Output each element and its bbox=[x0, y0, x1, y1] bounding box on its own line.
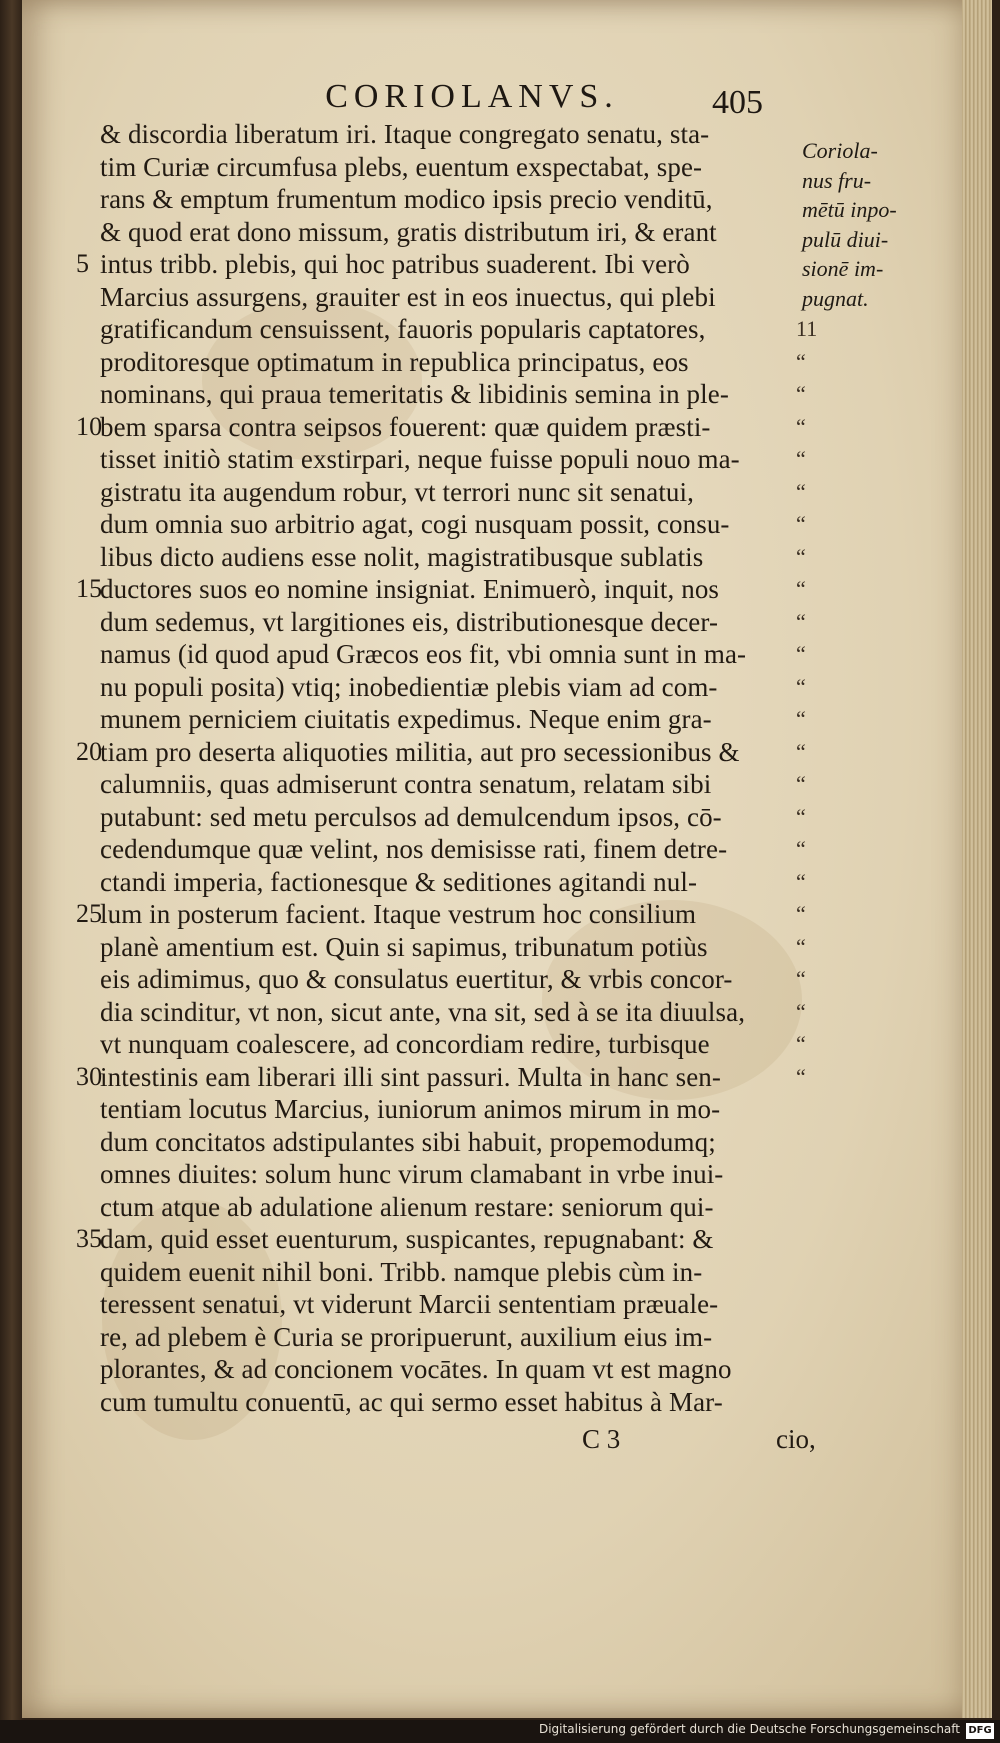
line-number: 25 bbox=[76, 899, 103, 928]
line-text: gistratu ita augendum robur, vt terrori nunc sit senatui, bbox=[100, 476, 694, 507]
text-line bbox=[76, 1288, 816, 1321]
line-text: & discordia liberatum iri. Itaque congregato senatu, sta- bbox=[100, 119, 710, 149]
quote-mark: “ bbox=[796, 641, 806, 666]
quote-mark: “ bbox=[796, 381, 806, 406]
text-line bbox=[76, 151, 816, 184]
line-text: Marcius assurgens, grauiter est in eos inuectus, qui plebi bbox=[100, 281, 716, 312]
quote-mark: “ bbox=[796, 348, 806, 374]
text-line bbox=[76, 118, 816, 151]
line-text: tim Curiæ circumfusa plebs, euentum exspectabat, spe- bbox=[100, 151, 703, 182]
line-number: 35 bbox=[76, 1224, 103, 1253]
text-line bbox=[76, 1353, 816, 1386]
marginal-note-line: pulū diui- bbox=[802, 226, 889, 252]
text-line bbox=[76, 216, 816, 249]
line-number: 30 bbox=[76, 1061, 103, 1091]
text-line bbox=[76, 801, 816, 834]
line-text: ctandi imperia, factionesque & seditiones agitandi nul- bbox=[100, 866, 698, 897]
marginal-note-line: mētū inpo- bbox=[802, 197, 897, 222]
quote-mark: “ bbox=[796, 1063, 806, 1089]
quote-mark: “ bbox=[796, 543, 806, 569]
text-line bbox=[76, 768, 816, 801]
quote-mark: “ bbox=[796, 576, 806, 601]
line-text: tisset initiò statim exstirpari, neque fuisse populi nouo ma- bbox=[100, 444, 740, 474]
line-text: omnes diuites: solum hunc virum clamabant in vrbe inui- bbox=[100, 1159, 724, 1189]
text-line bbox=[76, 1093, 816, 1126]
quote-mark: “ bbox=[796, 608, 806, 634]
line-text: rans & emptum frumentum modico ipsis precio venditū, bbox=[100, 184, 713, 214]
quote-mark: 11 bbox=[796, 316, 818, 341]
quote-mark: “ bbox=[796, 446, 806, 471]
text-line bbox=[76, 476, 816, 509]
folio-number: 405 bbox=[712, 84, 763, 121]
line-text: cum tumultu conuentū, ac qui sermo esset habitus à Mar- bbox=[100, 1386, 723, 1417]
line-number: 5 bbox=[76, 249, 90, 278]
text-line bbox=[76, 1256, 816, 1289]
quote-mark: “ bbox=[796, 673, 806, 699]
line-number: 15 bbox=[76, 574, 103, 603]
line-text: proditoresque optimatum in republica principatus, eos bbox=[100, 346, 689, 377]
line-text: intus tribb. plebis, qui hoc patribus suaderent. Ibi verò bbox=[100, 249, 690, 279]
text-line bbox=[76, 1061, 816, 1094]
line-text: teressent senatui, vt viderunt Marcii sententiam præuale- bbox=[100, 1289, 719, 1319]
text-line bbox=[76, 1223, 816, 1256]
line-text: putabunt: sed metu perculsos ad demulcendum ipsos, cō- bbox=[100, 801, 722, 832]
marginal-note bbox=[802, 136, 932, 313]
line-text: dum omnia suo arbitrio agat, cogi nusquam possit, consu- bbox=[100, 509, 730, 539]
footer-credit: Digitalisierung gefördert durch die Deutsche Forschungsgemeinschaft bbox=[538, 1722, 960, 1736]
line-text: planè amentium est. Quin si sapimus, tribunatum potiùs bbox=[100, 931, 708, 962]
line-text: dum sedemus, vt largitiones eis, distributionesque decer- bbox=[100, 606, 719, 637]
line-text: dum concitatos adstipulantes sibi habuit, propemodumq; bbox=[100, 1126, 716, 1157]
catchword: cio, bbox=[776, 1424, 816, 1454]
text-line bbox=[76, 1386, 816, 1419]
line-number: 10 bbox=[76, 411, 103, 441]
quote-mark: “ bbox=[796, 966, 806, 991]
line-text: dam, quid esset euenturum, suspicantes, repugnabant: & bbox=[100, 1224, 714, 1254]
quote-mark: “ bbox=[796, 1031, 806, 1056]
line-text: bem sparsa contra seipsos fouerent: quæ quidem præsti- bbox=[100, 411, 711, 442]
line-text: quidem euenit nihil boni. Tribb. namque plebis cùm in- bbox=[100, 1256, 703, 1287]
quote-mark: “ bbox=[796, 933, 806, 959]
line-text: tiam pro deserta aliquoties militia, aut pro secessionibus & bbox=[100, 736, 740, 767]
quote-mark: “ bbox=[796, 511, 806, 536]
text-line bbox=[76, 736, 816, 769]
line-text: gratificandum censuissent, fauoris popularis captatores, bbox=[100, 314, 706, 344]
footer-bar bbox=[0, 1720, 1000, 1743]
text-line bbox=[76, 378, 816, 411]
text-line bbox=[76, 1028, 816, 1061]
book-page bbox=[22, 0, 982, 1718]
text-line bbox=[76, 248, 816, 281]
text-line bbox=[76, 281, 816, 314]
quote-mark: “ bbox=[796, 803, 806, 829]
line-text: ductores suos eo nomine insigniat. Enimuerò, inquit, nos bbox=[100, 574, 720, 604]
marginal-note-line: pugnat. bbox=[802, 285, 869, 311]
text-line bbox=[76, 963, 816, 996]
line-text: lum in posterum facient. Itaque vestrum hoc consilium bbox=[100, 899, 697, 929]
text-line bbox=[76, 638, 816, 671]
signature-mark: C 3 bbox=[582, 1424, 621, 1454]
marginal-note-line: nus fru- bbox=[802, 167, 872, 193]
line-text: tentiam locutus Marcius, iuniorum animos mirum in mo- bbox=[100, 1094, 721, 1124]
line-text: libus dicto audiens esse nolit, magistratibusque sublatis bbox=[100, 541, 704, 572]
line-text: plorantes, & ad concionem vocātes. In quam vt est magno bbox=[100, 1354, 732, 1384]
running-head: CORIOLANVS. bbox=[325, 78, 619, 115]
text-line bbox=[76, 898, 816, 931]
quote-mark: “ bbox=[796, 998, 806, 1024]
text-line bbox=[76, 996, 816, 1029]
line-text: munem perniciem ciuitatis expedimus. Neque enim gra- bbox=[100, 704, 712, 734]
text-line bbox=[76, 866, 816, 899]
quote-mark: “ bbox=[796, 901, 806, 926]
line-text: intestinis eam liberari illi sint passuri. Multa in hanc sen- bbox=[100, 1061, 721, 1092]
text-line bbox=[76, 671, 816, 704]
text-line bbox=[76, 411, 816, 444]
quote-mark: “ bbox=[796, 738, 806, 764]
line-text: cedendumque quæ velint, nos demisisse rati, finem detre- bbox=[100, 834, 728, 864]
text-line bbox=[76, 313, 816, 346]
text-line bbox=[76, 931, 816, 964]
text-line bbox=[76, 508, 816, 541]
line-text: namus (id quod apud Græcos eos fit, vbi omnia sunt in ma- bbox=[100, 639, 747, 669]
quote-mark: “ bbox=[796, 868, 806, 894]
marginal-note-line: sionē im- bbox=[802, 256, 884, 281]
quote-mark: “ bbox=[796, 771, 806, 796]
line-text: & quod erat dono missum, gratis distributum iri, & erant bbox=[100, 216, 717, 247]
line-text: nu populi posita) vtiq; inobedientiæ plebis viam ad com- bbox=[100, 671, 718, 702]
line-text: calumniis, quas admiserunt contra senatum, relatam sibi bbox=[100, 769, 712, 799]
text-line bbox=[76, 541, 816, 574]
quote-mark: “ bbox=[796, 706, 806, 731]
quote-mark: “ bbox=[796, 478, 806, 504]
line-text: ctum atque ab adulatione alienum restare: seniorum qui- bbox=[100, 1191, 714, 1222]
line-text: re, ad plebem è Curia se proripuerunt, auxilium eius im- bbox=[100, 1321, 713, 1352]
line-text: dia scinditur, vt non, sicut ante, vna sit, sed à se ita diuulsa, bbox=[100, 996, 746, 1027]
dfg-logo: DFG bbox=[966, 1723, 994, 1739]
main-text bbox=[76, 118, 816, 1418]
text-line bbox=[76, 346, 816, 379]
line-text: eis adimimus, quo & consulatus euertitur, & vrbis concor- bbox=[100, 964, 733, 994]
text-line bbox=[76, 1126, 816, 1159]
text-line bbox=[76, 1191, 816, 1224]
text-line bbox=[76, 833, 816, 866]
line-text: nominans, qui praua temeritatis & libidinis semina in ple- bbox=[100, 379, 729, 409]
line-number: 20 bbox=[76, 736, 103, 766]
text-line bbox=[76, 183, 816, 216]
text-line bbox=[76, 703, 816, 736]
quote-mark: “ bbox=[796, 413, 806, 439]
text-line bbox=[76, 1158, 816, 1191]
text-line bbox=[76, 606, 816, 639]
quote-mark: “ bbox=[796, 836, 806, 861]
text-line bbox=[76, 1321, 816, 1354]
text-line bbox=[76, 443, 816, 476]
line-text: vt nunquam coalescere, ad concordiam redire, turbisque bbox=[100, 1029, 710, 1059]
marginal-note-line: Coriola- bbox=[802, 138, 878, 163]
text-line bbox=[76, 573, 816, 606]
page-edge bbox=[962, 0, 992, 1718]
